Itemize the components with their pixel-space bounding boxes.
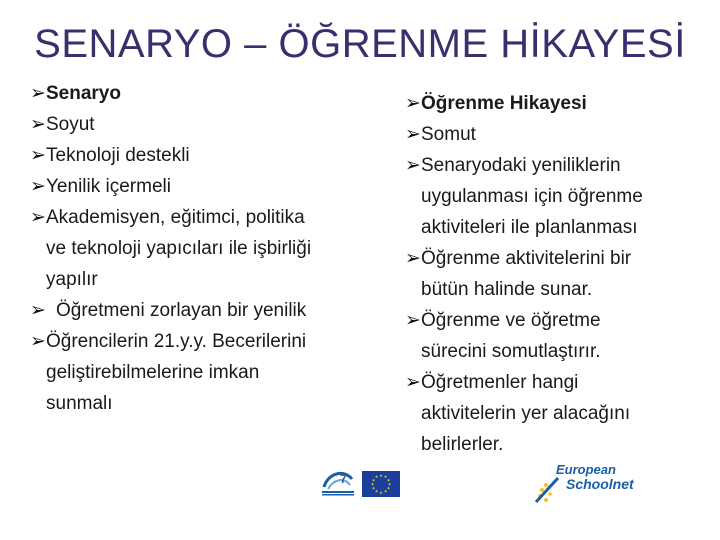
list-item-continuation: ve teknoloji yapıcıları ile işbirliği: [46, 238, 312, 259]
list-item-continuation: yapılır: [46, 269, 98, 290]
left-column: [30, 78, 390, 419]
svg-text:★: ★: [374, 488, 379, 494]
list-item: ➢ Öğrenme Hikayesi: [405, 88, 705, 119]
list-item-continuation: uygulanması için öğrenme: [421, 186, 643, 207]
arrow-bullet-icon: ➢: [30, 83, 46, 104]
list-item: ➢ Öğretmeni zorlayan bir yenilik: [30, 295, 390, 326]
list-item-continuation: bütün halinde sunar.: [421, 279, 593, 300]
arrow-bullet-icon: ➢: [405, 372, 421, 393]
esn-line1: European: [556, 462, 616, 477]
svg-text:★: ★: [386, 477, 391, 483]
list-item: ➢ Akademisyen, eğitimci, politika: [30, 202, 390, 233]
list-item: ➢ Öğrenme aktivitelerini bir: [405, 243, 705, 274]
list-item: ➢ Öğretmenler hangi: [405, 367, 705, 398]
list-item: ➢ Yenilik içermeli: [30, 171, 390, 202]
list-item: ➢ Soyut: [30, 109, 390, 140]
svg-text:★: ★: [379, 489, 383, 495]
list-item-continuation: belirlerler.: [421, 434, 504, 455]
arrow-bullet-icon: ➢: [405, 124, 421, 145]
eu-flag-logo: [362, 471, 400, 497]
svg-text:★: ★: [383, 474, 388, 480]
arrow-bullet-icon: ➢: [30, 145, 46, 166]
fp7-logo: [318, 465, 358, 497]
list-item-continuation: sunmalı: [46, 393, 113, 414]
european-schoolnet-logo: [528, 458, 648, 508]
arrow-bullet-icon: ➢: [405, 310, 421, 331]
arrow-bullet-icon: ➢: [30, 300, 46, 321]
arrow-bullet-icon: ➢: [405, 248, 421, 269]
slide-title: SENARYO – ÖĞRENME HİKAYESİ: [34, 22, 686, 66]
list-item-continuation: aktivitelerin yer alacağını: [421, 403, 631, 424]
list-item: ➢ Senaryodaki yeniliklerin: [405, 150, 705, 181]
list-item: ➢ Senaryo: [30, 78, 390, 109]
arrow-bullet-icon: ➢: [30, 176, 46, 197]
list-item-continuation: aktiviteleri ile planlanması: [421, 217, 638, 238]
right-column: [405, 88, 705, 460]
list-item-continuation: sürecini somutlaştırır.: [421, 341, 601, 362]
svg-text:★: ★: [383, 488, 388, 494]
svg-text:★: ★: [374, 474, 379, 480]
svg-text:★: ★: [387, 481, 392, 487]
list-item: ➢ Somut: [405, 119, 705, 150]
list-item: ➢ Öğrencilerin 21.y.y. Becerilerini: [30, 326, 390, 357]
svg-text:7: 7: [340, 472, 347, 486]
arrow-bullet-icon: ➢: [30, 114, 46, 135]
esn-line2: Schoolnet: [566, 476, 634, 492]
svg-text:★: ★: [370, 481, 375, 487]
arrow-bullet-icon: ➢: [405, 155, 421, 176]
svg-text:★: ★: [371, 477, 376, 483]
list-item: ➢ Öğrenme ve öğretme: [405, 305, 705, 336]
arrow-bullet-icon: ➢: [405, 93, 421, 114]
svg-text:★: ★: [379, 473, 383, 478]
list-item-continuation: geliştirebilmelerine imkan: [46, 362, 260, 383]
arrow-bullet-icon: ➢: [30, 331, 46, 352]
svg-text:★: ★: [386, 485, 391, 491]
list-item: ➢ Teknoloji destekli: [30, 140, 390, 171]
arrow-bullet-icon: ➢: [30, 207, 46, 228]
svg-text:★: ★: [371, 485, 376, 491]
